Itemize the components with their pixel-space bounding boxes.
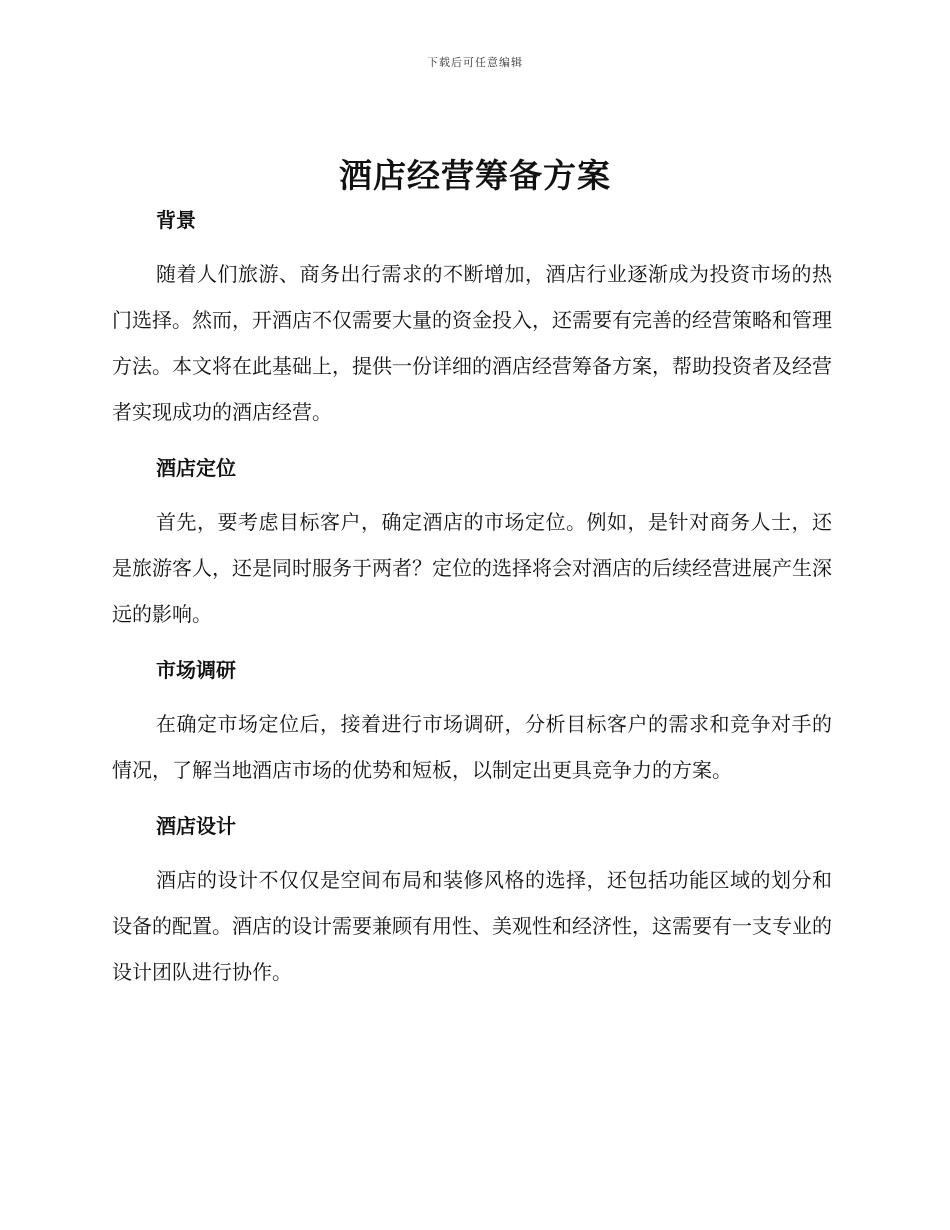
section-hotel-design <box>112 809 832 995</box>
section-market-research <box>112 653 832 793</box>
section-heading: 市场调研 <box>156 658 236 682</box>
section-background <box>112 203 832 435</box>
section-heading: 背景 <box>156 208 196 232</box>
section-positioning <box>112 451 832 637</box>
section-paragraph: 首先，要考虑目标客户，确定酒店的市场定位。例如，是针对商务人士，还是旅游客人，还是同时服务于两者？定位的选择将会对酒店的后续经营进展产生深远的影响。 <box>112 510 832 626</box>
document-body <box>112 203 832 1011</box>
section-heading: 酒店设计 <box>156 814 236 838</box>
section-paragraph: 酒店的设计不仅仅是空间布局和装修风格的选择，还包括功能区域的划分和设备的配置。酒店的设计需要兼顾有用性、美观性和经济性，这需要有一支专业的设计团队进行协作。 <box>112 868 832 984</box>
section-paragraph: 在确定市场定位后，接着进行市场调研，分析目标客户的需求和竞争对手的情况，了解当地酒店市场的优势和短板，以制定出更具竞争力的方案。 <box>112 712 832 782</box>
page-header-note: 下载后可任意编辑 <box>427 56 523 69</box>
document-title: 酒店经营筹备方案 <box>339 156 611 195</box>
section-paragraph: 随着人们旅游、商务出行需求的不断增加，酒店行业逐渐成为投资市场的热门选择。然而，开酒店不仅需要大量的资金投入，还需要有完善的经营策略和管理方法。本文将在此基础上，提供一份详细的酒店经营筹备方案，帮助投资者及经营者实现成功的酒店经营。 <box>112 262 832 424</box>
section-heading: 酒店定位 <box>156 456 236 480</box>
